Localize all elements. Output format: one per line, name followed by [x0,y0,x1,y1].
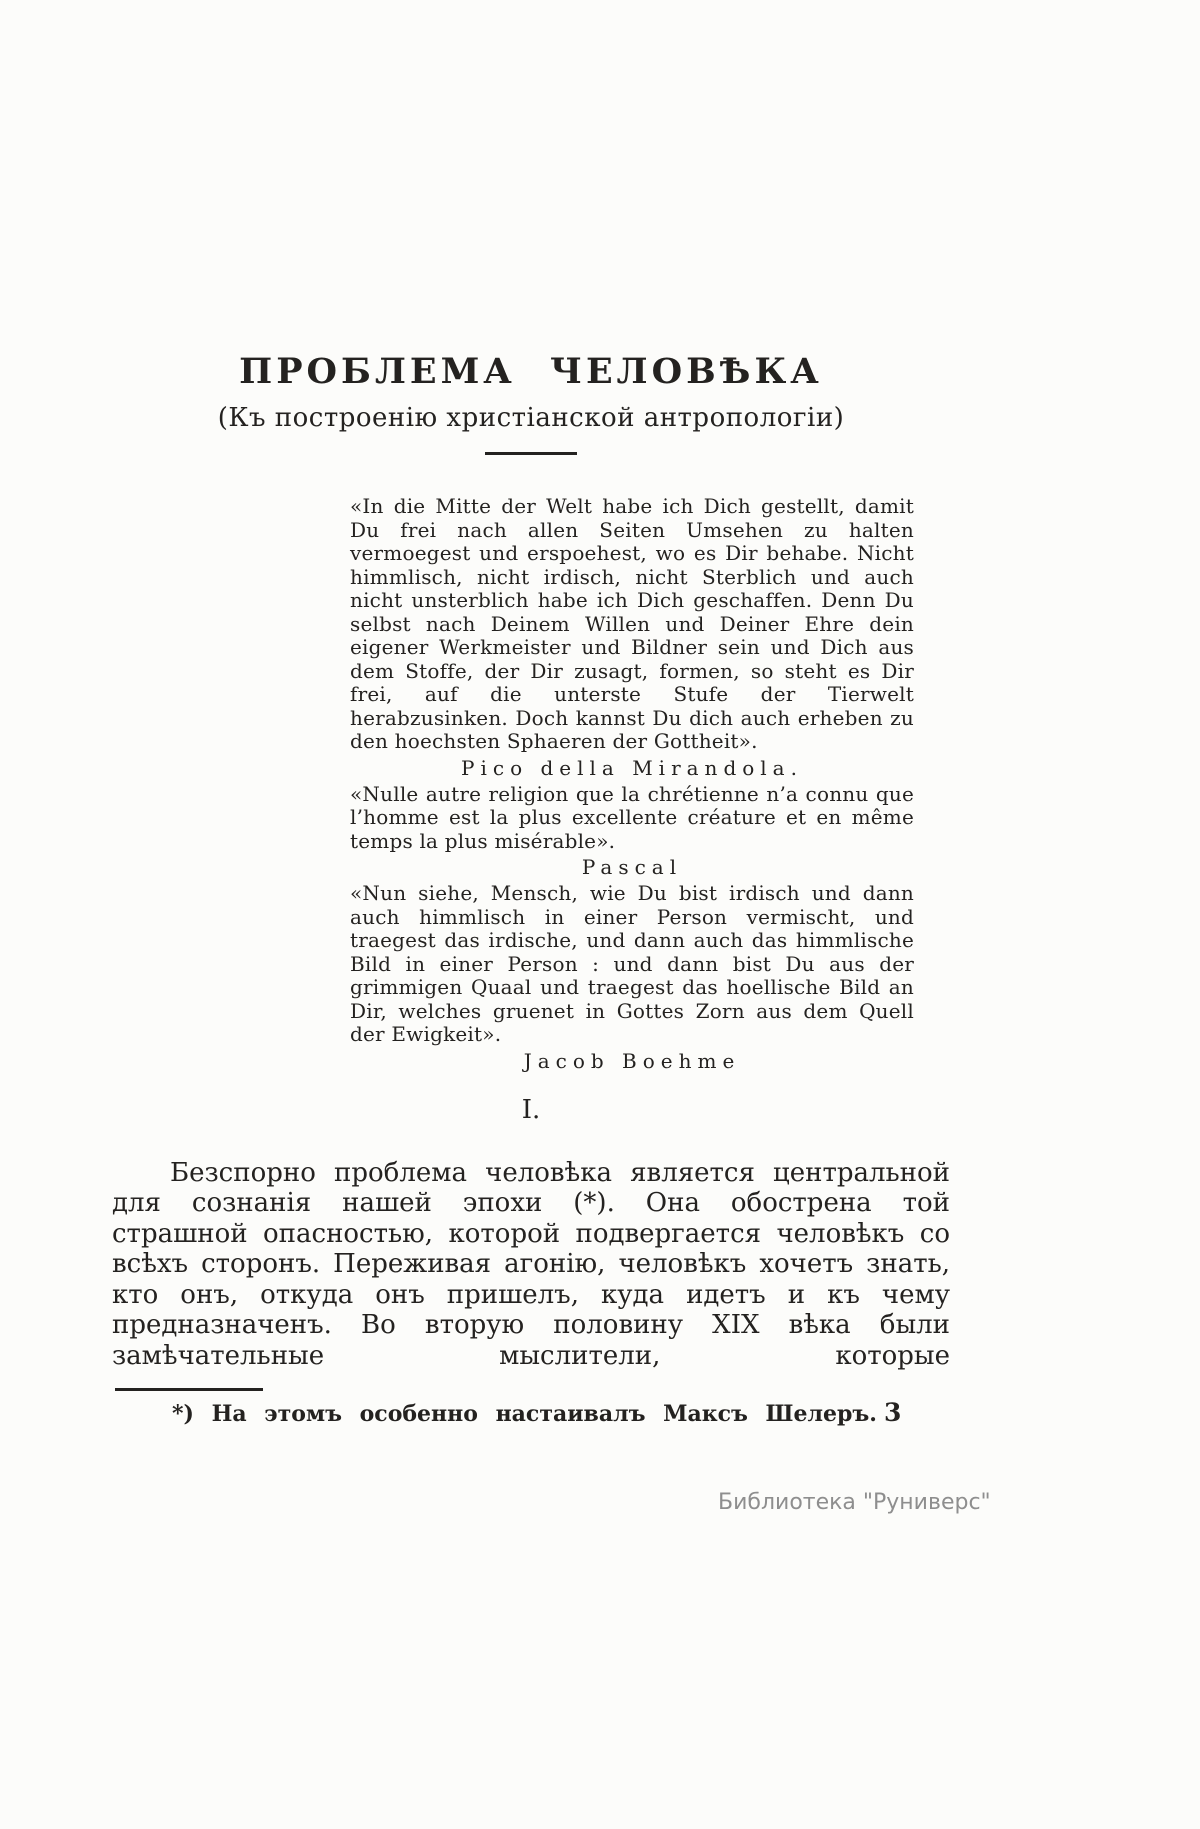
epigraph-pico-attribution: Pico della Mirandola. [461,755,803,780]
epigraph-block [350,495,914,1074]
footnote-rule [115,1388,263,1391]
epigraph-pico-text: «In die Mitte der Welt habe ich Dich gestellt, damit Du frei nach allen Seiten Umsehen zu halten vermoegest und erspoehest, wo es Dir behabe. Nicht himmlisch, nicht irdisch, nicht Sterblich und auch nicht unsterblich habe ich Dich geschaffen. Denn Du selbst nach Deinem Willen und Deiner Ehre dein eigener Werkmeister und Bildner sein und Dich aus dem Stoffe, der Dir zusagt, formen, so steht es Dir frei, auf die unterste Stufe der Tierwelt herabzusinken. Doch kannst Du dich auch erheben zu den hoechsten Sphaeren der Gottheit». [350,494,914,753]
footnote-text: *) На этомъ особенно настаивалъ Максъ Шелеръ. [172,1401,877,1427]
epigraph-pascal-attribution: Pascal [581,855,683,879]
page-subtitle: (Къ построенію христіанской антропологіи) [217,403,845,433]
page-number: 3 [884,1398,902,1427]
body-paragraph: Безспорно проблема человѣка является центральной для сознанія нашей эпохи (*). Она обострена той страшной опасностью, которой подвергается человѣкъ со всѣхъ сторонъ. Переживая агонію, человѣкъ хочетъ знать, кто онъ, откуда онъ пришелъ, куда идетъ и къ чему предназначенъ. Во вторую половину XIX вѣка были замѣчательные мыслители, которые [112,1157,950,1371]
epigraph-pascal-text: «Nulle autre religion que la chrétienne n’a connu que l’homme est la plus excellente créature et en même temps la plus misérable». [350,781,914,853]
watermark: Библиотека "Руниверс" [718,1490,991,1515]
page-title: ПРОБЛЕМА ЧЕЛОВѢКА [239,351,823,392]
epigraph-boehme-text: «Nun siehe, Mensch, wie Du bist irdisch und dann auch himmlisch in einer Person vermischt, und traegest das irdische, und dann auch das himmlische Bild in einer Person : und dann bist Du aus der grimmigen Quaal und traegest das hoellische Bild an Dir, welches gruenet in Gottes Zorn aus dem Quell der Ewigkeit». [350,881,914,1046]
text-block [112,352,950,1428]
section-number: I. [521,1094,541,1125]
title-rule [485,452,577,455]
epigraph-boehme-attribution: Jacob Boehme [523,1048,741,1073]
